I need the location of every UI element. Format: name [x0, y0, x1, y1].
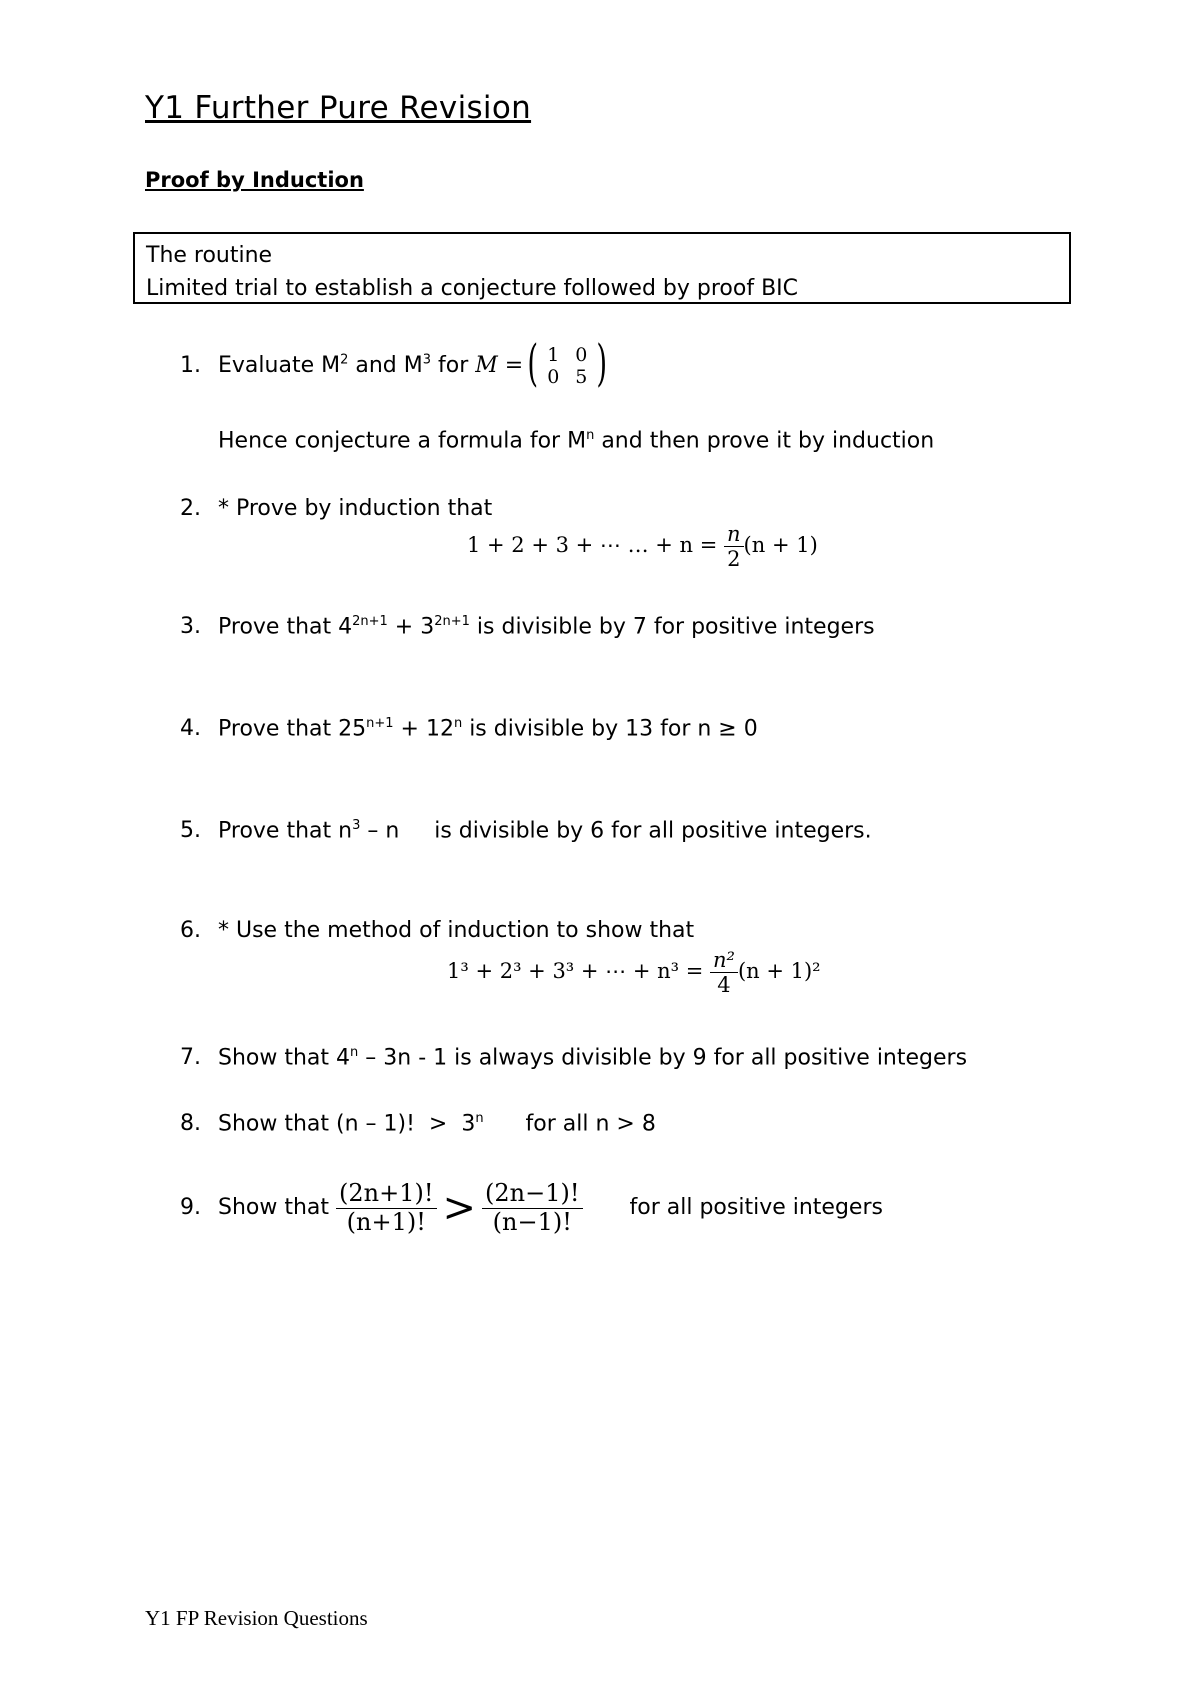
q1-line2-a: Hence conjecture a formula for M: [218, 428, 587, 454]
question-4: [180, 716, 758, 741]
q1-matrix: [527, 334, 607, 392]
q7-text-b: – 3n - 1 is always divisible by 9 for all positive integers: [358, 1045, 968, 1071]
q1-line2-exponent: n: [586, 428, 595, 443]
q3-text-c: is divisible by 7 for positive integers: [469, 614, 875, 640]
q1-text-c: for: [431, 353, 476, 378]
q7-exponent: n: [350, 1045, 359, 1060]
q2-text: * Prove by induction that: [218, 496, 493, 521]
q6-frac-denominator: 4: [717, 973, 731, 998]
q6-equation: [447, 948, 821, 997]
question-number: 2.: [180, 496, 201, 521]
q1-matrix-variable: M: [475, 353, 498, 378]
q4-exponent-2: n: [453, 716, 463, 731]
q9-text-b: for all positive integers: [629, 1195, 883, 1221]
q8-text-a: Show that (n – 1)! > 3: [218, 1111, 476, 1137]
q4-exponent-1: n+1: [366, 716, 394, 731]
q2-frac-numerator: n: [724, 522, 744, 547]
routine-box: [133, 232, 1071, 304]
question-9: [180, 1180, 883, 1236]
matrix-cell: 1: [547, 344, 560, 366]
q8-exponent: n: [475, 1111, 484, 1126]
routine-line-1: The routine: [146, 243, 273, 268]
q7-text-a: Show that 4: [218, 1045, 351, 1071]
matrix-cell: 0: [575, 344, 588, 366]
question-number: 7.: [180, 1045, 201, 1071]
question-1-line-2: [218, 428, 934, 453]
question-1: [180, 334, 607, 392]
question-number: 1.: [180, 353, 201, 378]
q6-rhs: (n + 1)²: [737, 959, 821, 984]
question-8: [180, 1111, 656, 1136]
left-paren: (: [527, 334, 539, 392]
q9-greater-than: >: [442, 1185, 477, 1232]
q2-rhs: (n + 1): [743, 533, 818, 558]
page-footer: Y1 FP Revision Questions: [145, 1606, 368, 1630]
q9-text-a: Show that: [218, 1195, 337, 1221]
q6-frac-numerator: n²: [710, 948, 738, 973]
section-heading: Proof by Induction: [145, 168, 364, 192]
q9-f1-denominator: (n+1)!: [346, 1207, 426, 1236]
q5-text-b: – n is divisible by 6 for all positive integers.: [360, 818, 872, 844]
question-7: [180, 1045, 967, 1070]
q4-text-b: + 12: [393, 716, 454, 742]
q1-line2-b: and then prove it by induction: [594, 428, 935, 454]
q1-text-b: and M: [348, 353, 423, 378]
question-5: [180, 818, 872, 843]
matrix-cell: 0: [547, 366, 560, 388]
q2-lhs: 1 + 2 + 3 + ⋯ … + n =: [467, 533, 725, 558]
q3-exponent-1: 2n+1: [352, 614, 388, 629]
question-number: 5.: [180, 818, 201, 844]
matrix-cell: 5: [575, 366, 588, 388]
q9-fraction-right: [482, 1180, 582, 1236]
q5-text-a: Prove that n: [218, 818, 353, 844]
q3-text-b: + 3: [387, 614, 435, 640]
question-number: 6.: [180, 918, 201, 943]
q4-text-a: Prove that 25: [218, 716, 367, 742]
q6-lhs: 1³ + 2³ + 3³ + ⋯ + n³ =: [447, 959, 711, 984]
q9-f2-denominator: (n−1)!: [492, 1207, 572, 1236]
q9-fraction-left: [336, 1180, 436, 1236]
question-number: 3.: [180, 614, 201, 640]
question-number: 4.: [180, 716, 201, 742]
q9-f2-numerator: (2n−1)!: [482, 1180, 582, 1209]
question-3: [180, 614, 875, 639]
q3-exponent-2: 2n+1: [434, 614, 470, 629]
q3-text-a: Prove that 4: [218, 614, 353, 640]
q1-exponent-2: 2: [340, 352, 349, 368]
q1-equals: =: [497, 353, 531, 378]
q8-text-b: for all n > 8: [483, 1111, 656, 1137]
q1-text-a: Evaluate M: [218, 353, 341, 378]
q1-exponent-3: 3: [422, 352, 431, 368]
q9-f1-numerator: (2n+1)!: [336, 1180, 436, 1209]
routine-line-2: Limited trial to establish a conjecture followed by proof BIC: [146, 276, 799, 301]
question-2: [180, 496, 492, 521]
q5-exponent: 3: [352, 818, 361, 833]
page-title: Y1 Further Pure Revision: [145, 90, 532, 126]
q2-equation: [467, 522, 818, 571]
question-number: 9.: [180, 1195, 201, 1221]
q2-frac-denominator: 2: [727, 547, 741, 572]
question-number: 8.: [180, 1111, 201, 1137]
right-paren: ): [596, 334, 607, 392]
q4-text-c: is divisible by 13 for n ≥ 0: [462, 716, 758, 742]
q6-text: * Use the method of induction to show that: [218, 918, 695, 943]
question-6: [180, 918, 694, 943]
